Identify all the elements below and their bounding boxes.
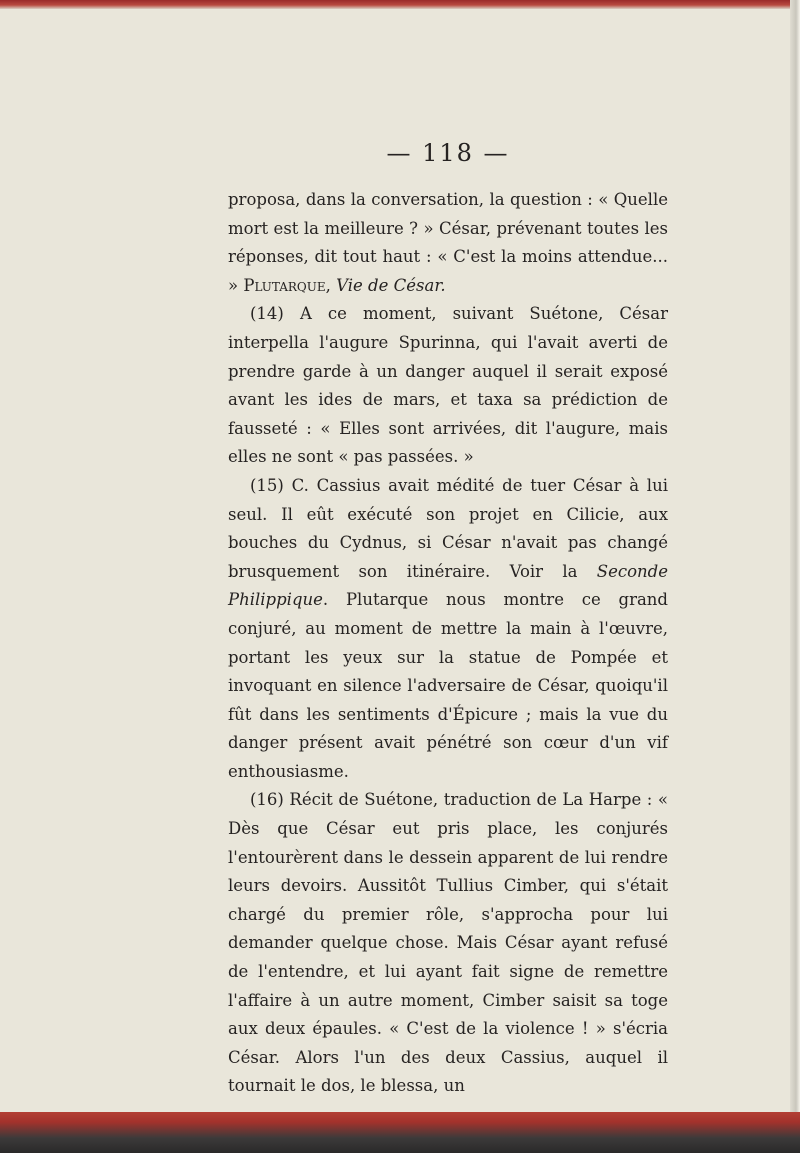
book-bottom-edge — [0, 1112, 800, 1153]
text-run: . Plutarque nous montre ce grand conjuré, au moment de mettre la main à l'œuvre, portant les yeux sur la statue de Pompée et invoquant en silence l'adversaire de César, quoiqu'il fût dans les sentiments d'Épicure ; mais la vue du danger présent avait pénétré son cœur d'un vif enthousiasme. — [228, 590, 668, 781]
body-text — [228, 186, 668, 1101]
note-16 — [228, 786, 668, 1101]
note-14 — [228, 300, 668, 472]
paragraph-continuation — [228, 186, 668, 300]
text-run: (16) Récit de Suétone, traduction de La Harpe : « Dès que César eut pris place, les conjurés l'entourèrent dans le dessein apparent de lui rendre leurs devoirs. Aussitôt Tullius Cimber, qui s'était chargé du premier rôle, s'approcha pour lui demander quelque chose. Mais César ayant refusé de l'entendre, et lui ayant fait signe de remettre l'affaire à un autre moment, Cimber saisit sa toge aux deux épaules. « C'est de la violence ! » s'écria César. Alors l'un des deux Cassius, auquel il tournait le dos, le blessa, un — [228, 790, 668, 1096]
source-title: Vie de César. — [336, 275, 446, 295]
book-right-edge — [790, 0, 800, 1153]
text-run: (14) A ce moment, suivant Suétone, César interpella l'augure Spurinna, qui l'avait averti de prendre garde à un danger auquel il serait exposé avant les ides de mars, et taxa sa prédiction de fausseté : « Elles sont arrivées, dit l'augure, mais elles ne sont « pas passées. » — [228, 304, 668, 467]
work-title: Seconde Philippique — [228, 561, 668, 610]
text-run: , — [325, 275, 337, 295]
page-number: — 118 — — [386, 139, 510, 167]
note-15 — [228, 472, 668, 787]
author-name: Plutarque — [243, 275, 326, 295]
text-run: (15) C. Cassius avait médité de tuer César à lui seul. Il eût exécuté son projet en Cilicie, aux bouches du Cydnus, si César n'avait pas changé brusquement son itinéraire. Voir la — [228, 475, 668, 581]
book-top-edge — [0, 0, 800, 9]
text-run: proposa, dans la conversation, la question : « Quelle mort est la meilleure ? » César, prévenant toutes les réponses, dit tout haut : « C'est la moins attendue... » — [228, 190, 668, 295]
page-content — [228, 138, 668, 1101]
